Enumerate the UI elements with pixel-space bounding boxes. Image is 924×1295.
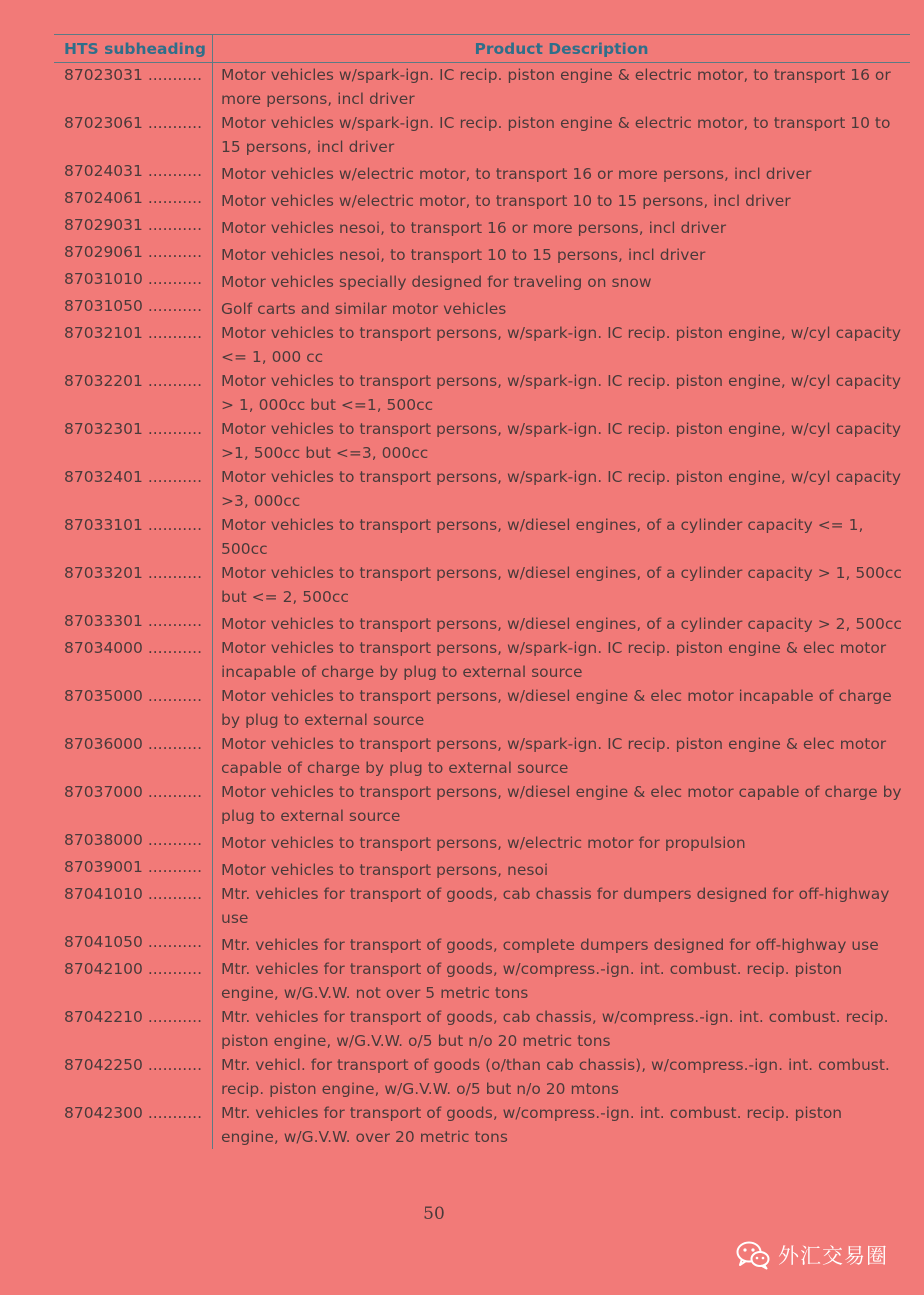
table-row <box>54 111 910 159</box>
hts-code-cell: 87033301 ........... <box>54 609 213 636</box>
hts-code-cell: 87042210 ........... <box>54 1005 213 1053</box>
product-description-cell: Motor vehicles to transport persons, w/diesel engine & elec motor incapable of charge by plug to external source <box>221 687 892 729</box>
hts-table <box>54 34 910 1149</box>
product-description-cell: Motor vehicles w/spark-ign. IC recip. piston engine & electric motor, to transport 16 or more persons, incl driver <box>221 66 891 108</box>
table-row <box>54 294 910 321</box>
product-description-cell: Mtr. vehicles for transport of goods, complete dumpers designed for off-highway use <box>221 936 879 954</box>
table-row <box>54 1053 910 1101</box>
hts-code-cell: 87037000 ........... <box>54 780 213 828</box>
product-description-cell: Motor vehicles w/spark-ign. IC recip. piston engine & electric motor, to transport 10 to 15 persons, incl driver <box>221 114 891 156</box>
table-row <box>54 930 910 957</box>
table-row <box>54 159 910 186</box>
hts-code-cell: 87038000 ........... <box>54 828 213 855</box>
table-row <box>54 417 910 465</box>
product-description-cell: Motor vehicles to transport persons, w/spark-ign. IC recip. piston engine & elec motor incapable of charge by plug to external source <box>221 639 887 681</box>
product-description-cell: Motor vehicles to transport persons, w/spark-ign. IC recip. piston engine, w/cyl capacity >1, 500cc but <=3, 000cc <box>221 420 902 462</box>
hts-code-cell: 87039001 ........... <box>54 855 213 882</box>
hts-code-cell: 87034000 ........... <box>54 636 213 684</box>
table-row <box>54 780 910 828</box>
header-hts-subheading: HTS subheading <box>54 35 213 63</box>
table-row <box>54 186 910 213</box>
watermark-text: 外汇交易圈 <box>778 1244 888 1268</box>
product-description-cell: Mtr. vehicles for transport of goods, cab chassis, w/compress.-ign. int. combust. recip. piston engine, w/G.V.W. o/5 but n/o 20 metric tons <box>221 1008 889 1050</box>
hts-code-cell: 87024061 ........... <box>54 186 213 213</box>
hts-table-container <box>54 34 910 1149</box>
hts-code-cell: 87035000 ........... <box>54 684 213 732</box>
hts-code-cell: 87033201 ........... <box>54 561 213 609</box>
product-description-cell: Motor vehicles nesoi, to transport 10 to 15 persons, incl driver <box>221 246 706 264</box>
product-description-cell: Motor vehicles to transport persons, w/diesel engines, of a cylinder capacity > 2, 500cc <box>221 615 902 633</box>
table-row <box>54 855 910 882</box>
table-row <box>54 609 910 636</box>
product-description-cell: Motor vehicles to transport persons, w/spark-ign. IC recip. piston engine & elec motor capable of charge by plug to external source <box>221 735 887 777</box>
table-row <box>54 369 910 417</box>
table-row <box>54 732 910 780</box>
hts-code-cell: 87031050 ........... <box>54 294 213 321</box>
product-description-cell: Motor vehicles w/electric motor, to transport 16 or more persons, incl driver <box>221 165 812 183</box>
product-description-cell: Motor vehicles w/electric motor, to transport 10 to 15 persons, incl driver <box>221 192 791 210</box>
hts-code-cell: 87042300 ........... <box>54 1101 213 1149</box>
table-row <box>54 828 910 855</box>
table-row <box>54 561 910 609</box>
table-row <box>54 1101 910 1149</box>
product-description-cell: Golf carts and similar motor vehicles <box>221 300 507 318</box>
hts-code-cell: 87029031 ........... <box>54 213 213 240</box>
table-row <box>54 240 910 267</box>
product-description-cell: Motor vehicles to transport persons, w/spark-ign. IC recip. piston engine, w/cyl capacity <= 1, 000 cc <box>221 324 902 366</box>
table-row <box>54 267 910 294</box>
product-description-cell: Motor vehicles to transport persons, w/electric motor for propulsion <box>221 834 746 852</box>
watermark <box>736 1238 888 1272</box>
table-row <box>54 684 910 732</box>
hts-code-cell: 87036000 ........... <box>54 732 213 780</box>
product-description-cell: Motor vehicles to transport persons, w/diesel engines, of a cylinder capacity <= 1, 500cc <box>221 516 864 558</box>
hts-code-cell: 87032201 ........... <box>54 369 213 417</box>
table-row <box>54 882 910 930</box>
table-row <box>54 213 910 240</box>
table-row <box>54 321 910 369</box>
wechat-icon <box>736 1240 770 1270</box>
header-product-description: Product Description <box>213 35 911 63</box>
table-row <box>54 513 910 561</box>
hts-code-cell: 87023061 ........... <box>54 111 213 159</box>
hts-code-cell: 87042250 ........... <box>54 1053 213 1101</box>
hts-code-cell: 87033101 ........... <box>54 513 213 561</box>
hts-code-cell: 87032101 ........... <box>54 321 213 369</box>
hts-code-cell: 87024031 ........... <box>54 159 213 186</box>
product-description-cell: Motor vehicles to transport persons, w/diesel engines, of a cylinder capacity > 1, 500cc but <= 2, 500cc <box>221 564 902 606</box>
product-description-cell: Mtr. vehicles for transport of goods, cab chassis for dumpers designed for off-highway use <box>221 885 890 927</box>
table-body <box>54 63 910 1150</box>
hts-code-cell: 87041010 ........... <box>54 882 213 930</box>
product-description-cell: Mtr. vehicles for transport of goods, w/compress.-ign. int. combust. recip. piston engine, w/G.V.W. over 20 metric tons <box>221 1104 843 1146</box>
table-row <box>54 957 910 1005</box>
table-header-row <box>54 35 910 63</box>
hts-code-cell: 87029061 ........... <box>54 240 213 267</box>
product-description-cell: Mtr. vehicles for transport of goods, w/compress.-ign. int. combust. recip. piston engine, w/G.V.W. not over 5 metric tons <box>221 960 843 1002</box>
table-row <box>54 465 910 513</box>
product-description-cell: Motor vehicles to transport persons, w/spark-ign. IC recip. piston engine, w/cyl capacity >3, 000cc <box>221 468 902 510</box>
hts-code-cell: 87032301 ........... <box>54 417 213 465</box>
page-number: 50 <box>423 1204 445 1224</box>
product-description-cell: Motor vehicles to transport persons, nesoi <box>221 861 549 879</box>
table-row <box>54 1005 910 1053</box>
hts-code-cell: 87041050 ........... <box>54 930 213 957</box>
hts-code-cell: 87042100 ........... <box>54 957 213 1005</box>
hts-code-cell: 87031010 ........... <box>54 267 213 294</box>
table-row <box>54 63 910 112</box>
product-description-cell: Motor vehicles nesoi, to transport 16 or more persons, incl driver <box>221 219 727 237</box>
product-description-cell: Motor vehicles to transport persons, w/diesel engine & elec motor capable of charge by plug to external source <box>221 783 902 825</box>
product-description-cell: Motor vehicles specially designed for traveling on snow <box>221 273 652 291</box>
product-description-cell: Motor vehicles to transport persons, w/spark-ign. IC recip. piston engine, w/cyl capacity > 1, 000cc but <=1, 500cc <box>221 372 902 414</box>
hts-code-cell: 87032401 ........... <box>54 465 213 513</box>
product-description-cell: Mtr. vehicl. for transport of goods (o/than cab chassis), w/compress.-ign. int. combust. recip. piston engine, w/G.V.W. o/5 but n/o 20 mtons <box>221 1056 890 1098</box>
hts-code-cell: 87023031 ........... <box>54 63 213 112</box>
table-row <box>54 636 910 684</box>
